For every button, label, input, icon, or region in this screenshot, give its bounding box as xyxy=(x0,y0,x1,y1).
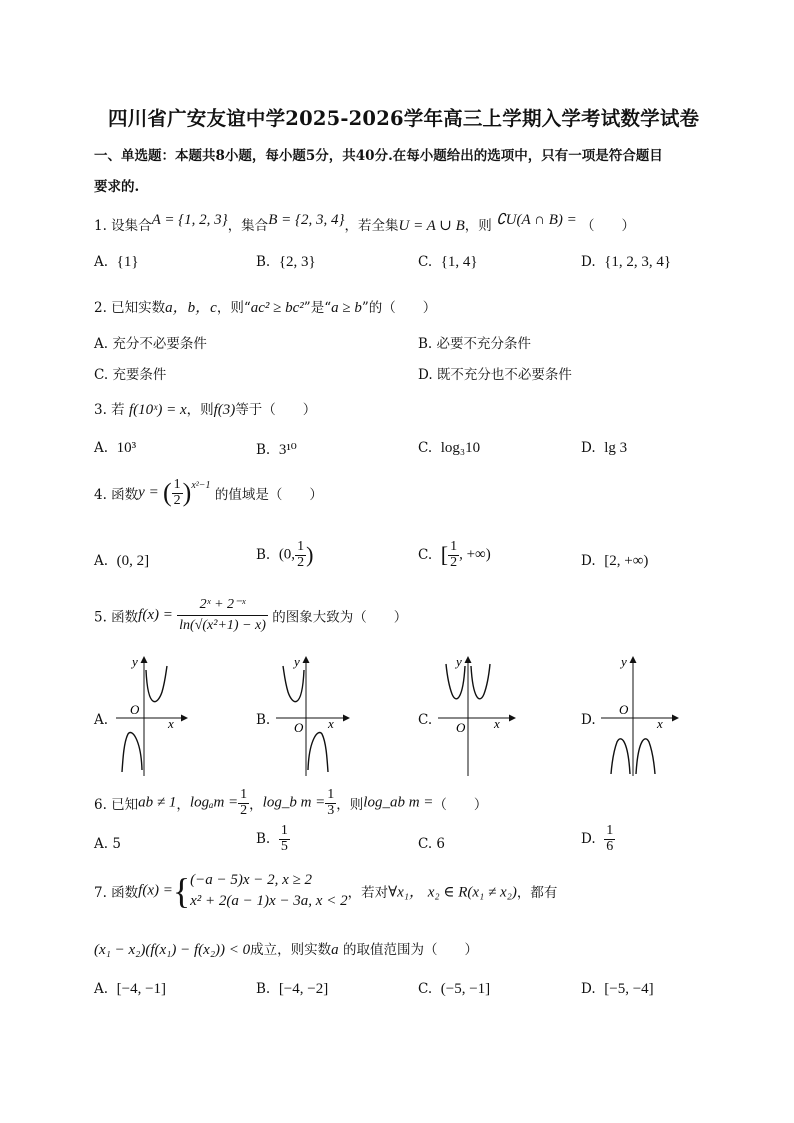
question-4: 4. 函数y = ( $\frac{1}{2}$ )$^{x^2-1}$ 的值域是（ ） xyxy=(94,477,323,508)
curve-right xyxy=(146,666,167,702)
section-heading-line2: 要求的. xyxy=(94,179,140,195)
q7-option-c[interactable]: C. (−5, −1] xyxy=(418,981,491,997)
question-7-line2: (x₁ − x₂)(f(x₁) − f(x₂)) < 0成立，则实数a 的取值范围为（ ） xyxy=(94,942,478,958)
svg-text:y: y xyxy=(621,654,627,669)
q1-mid2: ，若全集 xyxy=(344,218,399,234)
q1-universal-set: U = A ∪ B xyxy=(398,218,465,234)
q1-prefix: 1. 设集合 xyxy=(94,218,152,234)
curve-left xyxy=(611,739,630,774)
q6-option-a[interactable]: A. 5 xyxy=(94,836,121,852)
q4-option-c[interactable]: C. [ $\frac{1}{2}$ , +∞) xyxy=(418,539,491,570)
svg-text:y: y xyxy=(456,654,462,669)
svg-text:y: y xyxy=(294,654,300,669)
question-6: 6. 已知ab ≠ 1，logₐm = $\frac{1}{2}$ ，log_b m = $\frac{1}{3}$ ，则log_ab m =（ ） xyxy=(94,787,488,818)
curve-right xyxy=(471,664,490,699)
curve-left xyxy=(446,664,465,699)
q1-option-c[interactable]: C. {1, 4} xyxy=(418,254,478,270)
page-title: 四川省广安友谊中学2025-2026学年高三上学期入学考试数学试卷 xyxy=(108,107,700,130)
q1-expression: ∁U(A ∩ B) = xyxy=(496,212,577,228)
q5-option-c[interactable]: C. xyxy=(418,712,433,728)
q2-option-a[interactable]: A. 充分不必要条件 xyxy=(94,336,207,352)
q5-option-a[interactable]: A. xyxy=(94,712,109,728)
q1-option-d[interactable]: D. {1, 2, 3, 4} xyxy=(581,254,672,270)
q1-mid1: ，集合 xyxy=(227,218,269,234)
svg-text:x: x xyxy=(494,716,500,731)
curve-left xyxy=(283,666,304,702)
q1-option-b[interactable]: B. {2, 3} xyxy=(256,254,316,270)
q7-piecewise: (−a − 5)x − 2, x ≥ 2 x² + 2(a − 1)x − 3a, x < 2 xyxy=(190,872,348,909)
q7-option-b[interactable]: B. [−4, −2] xyxy=(256,981,329,997)
q1-set-a: A = {1, 2, 3} xyxy=(151,212,228,228)
svg-text:O: O xyxy=(294,720,304,735)
q5-option-d[interactable]: D. xyxy=(581,712,596,728)
svg-text:x: x xyxy=(328,716,334,731)
q2-option-c[interactable]: C. 充要条件 xyxy=(94,367,167,383)
q3-option-b[interactable]: B. 3¹⁰ xyxy=(256,442,297,458)
q5-fraction: $\frac{\text{2ˣ + 2⁻ˣ}}{\text{ln(√(x²+1) − x)}}$ xyxy=(179,597,266,633)
q7-option-d[interactable]: D. [−5, −4] xyxy=(581,981,654,997)
q5-graph-b xyxy=(272,652,352,780)
svg-text:x: x xyxy=(657,716,663,731)
question-1 xyxy=(94,214,635,235)
q7-option-a[interactable]: A. [−4, −1] xyxy=(94,981,167,997)
curve-right xyxy=(308,733,328,773)
curve-left xyxy=(122,733,142,773)
q2-option-b[interactable]: B. 必要不充分条件 xyxy=(418,336,532,352)
q1-set-b: B = {2, 3, 4} xyxy=(268,212,345,228)
svg-text:O: O xyxy=(130,702,140,717)
q1-mid3: ，则 xyxy=(464,218,492,234)
q5-graph-a xyxy=(110,652,190,780)
q6-option-b[interactable]: B. $\frac{1}{5}$ xyxy=(256,823,288,854)
q4-option-b[interactable]: B. (0, $\frac{1}{2}$ ) xyxy=(256,539,314,570)
svg-text:y: y xyxy=(132,654,138,669)
q2-option-d[interactable]: D. 既不充分也不必要条件 xyxy=(418,367,572,383)
q6-option-d[interactable]: D. $\frac{1}{6}$ xyxy=(581,823,614,854)
curve-right xyxy=(636,739,655,774)
q6-option-c[interactable]: C. 6 xyxy=(418,836,446,852)
svg-text:O: O xyxy=(456,720,466,735)
svg-text:x: x xyxy=(168,716,174,731)
question-5: 5. 函数f(x) = $\frac{\text{2ˣ + 2⁻ˣ}}{\text{ln(√(x²+1) − x)}}$ 的图象大致为（ ） xyxy=(94,597,408,633)
q5-graph-c xyxy=(434,652,518,780)
q3-option-a[interactable]: A. 10³ xyxy=(94,440,137,456)
q3-option-c[interactable]: C. log₃10 xyxy=(418,440,481,456)
q3-option-d[interactable]: D. lg 3 xyxy=(581,440,628,456)
question-3: 3. 若 f(10ˣ) = x，则f(3)等于（ ） xyxy=(94,402,317,418)
question-2: 2. 已知实数a，b，c，则“ac² ≥ bc²”是“a ≥ b”的（ ） xyxy=(94,300,437,316)
q4-half-fraction: $\frac{1}{2}$ xyxy=(173,477,181,508)
q5-option-b[interactable]: B. xyxy=(256,712,271,728)
question-7: 7. 函数f(x) ={ (−a − 5)x − 2, x ≥ 2 x² + 2(a − 1)x − 3a, x < 2 ，若对∀x₁， x₂ ∈ R(x₁ ≠ x₂)，都有 xyxy=(94,871,558,911)
q4-option-a[interactable]: A. (0, 2] xyxy=(94,553,150,569)
svg-text:O: O xyxy=(619,702,629,717)
q1-option-a[interactable]: A. {1} xyxy=(94,254,139,270)
q4-option-d[interactable]: D. [2, +∞) xyxy=(581,553,649,569)
q5-graph-d xyxy=(597,652,681,780)
q1-tail: （ ） xyxy=(581,218,636,234)
section-heading-line1: 一、单选题：本题共8小题，每小题5分，共40分.在每小题给出的选项中，只有一项是符合题目 xyxy=(94,148,663,164)
